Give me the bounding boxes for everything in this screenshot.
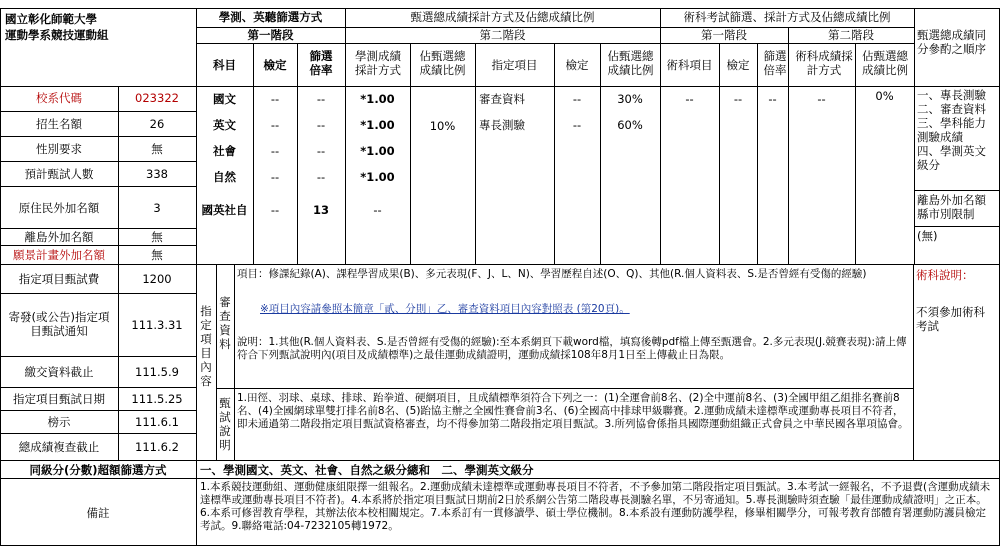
col-gsat-method: 學測成績採計方式 xyxy=(355,49,401,77)
screen-method-heading: 學測、英聽篩選方式 xyxy=(218,10,323,24)
stage1-heading: 第一階段 xyxy=(247,28,294,42)
info-label-indigenous: 原住民外加名額 xyxy=(18,201,100,215)
schedule-value: 111.5.9 xyxy=(135,365,179,379)
gsat-pct: 10% xyxy=(429,119,456,133)
same-level-label: 同級分(分數)超額篩選方式 xyxy=(29,463,167,477)
subject-name: 國文 xyxy=(213,92,236,106)
col-filter-ratio: 篩選倍率 xyxy=(309,49,333,77)
review-items: 項目：修課紀錄(A)、課程學習成果(B)、多元表現(F、J、L、N)、學習歷程自述(O、Q)、其他(R.個人資料表、S.是否曾經有受傷的經驗) xyxy=(237,268,867,280)
tiebreak-order: 一、專長測驗 二、審查資料 三、學科能力測驗成績 四、學測英文級分 xyxy=(917,88,986,172)
info-label-gender: 性別要求 xyxy=(36,142,82,156)
info-label-code: 校系代碼 xyxy=(36,91,82,105)
info-label-vision: 願景計畫外加名額 xyxy=(13,248,105,262)
subject-check: -- xyxy=(270,118,280,132)
info-value-vision: 無 xyxy=(151,248,163,262)
subject-method: *1.00 xyxy=(360,118,395,132)
subject-check: -- xyxy=(270,92,280,106)
col-pct-total: 佔甄選總成績比例 xyxy=(419,49,466,77)
same-level-value: 一、學測國文、英文、社會、自然之級分總和 二、學測英文級分 xyxy=(200,463,534,477)
subject-method: *1.00 xyxy=(360,170,395,184)
exam-label: 甄試說明 xyxy=(219,396,231,452)
subject-method: *1.00 xyxy=(360,144,395,158)
subject-check: -- xyxy=(270,144,280,158)
designated-check: -- xyxy=(572,118,582,132)
designated-pct: 60% xyxy=(617,118,643,132)
col-check: 檢定 xyxy=(263,58,287,72)
schedule-label: 寄發(或公告)指定項目甄試通知 xyxy=(8,310,110,338)
subject-filter: -- xyxy=(316,118,326,132)
subject-method: -- xyxy=(373,203,382,217)
review-label: 審查資料 xyxy=(219,295,231,351)
subject-name: 國英社自 xyxy=(201,203,248,217)
schedule-label: 指定項目甄試日期 xyxy=(13,392,105,406)
col-pct-total2: 佔甄選總成績比例 xyxy=(607,49,654,77)
tiebreak-heading: 甄選總成績同分參酌之順序 xyxy=(917,28,986,56)
info-value-code: 023322 xyxy=(135,91,179,105)
info-label-quota: 招生名額 xyxy=(36,117,82,131)
stage2-heading: 第二階段 xyxy=(479,28,526,42)
schedule-label: 榜示 xyxy=(47,415,71,429)
arts-ratio-heading: 術科考試篩選、採計方式及佔總成績比例 xyxy=(683,10,891,24)
designated-item: 專長測驗 xyxy=(479,118,525,132)
info-value-expected: 338 xyxy=(146,167,168,181)
schedule-value: 111.5.25 xyxy=(131,392,183,406)
schedule-label: 總成績複查截止 xyxy=(18,440,100,454)
school-name: 國立彰化師範大學 xyxy=(5,12,97,26)
subject-filter: -- xyxy=(316,144,326,158)
info-value-gender: 無 xyxy=(151,142,163,156)
schedule-value: 111.6.2 xyxy=(135,440,179,454)
department-name: 運動學系競技運動組 xyxy=(5,28,109,42)
island-restriction-label: 離島外加名額縣市別限制 xyxy=(917,193,986,221)
col-designated-item: 指定項目 xyxy=(491,58,538,72)
subject-filter: -- xyxy=(316,170,326,184)
info-value-island: 無 xyxy=(151,230,163,244)
subject-check: -- xyxy=(270,170,280,184)
subject-method: *1.00 xyxy=(360,92,395,106)
remarks-label: 備註 xyxy=(86,506,110,520)
info-label-expected: 預計甄試人數 xyxy=(24,167,94,181)
arts-note: 不須參加術科考試 xyxy=(916,305,985,333)
col-arts-filter: 篩選倍率 xyxy=(763,49,787,77)
col-arts-pct: 佔甄選總成績比例 xyxy=(862,49,908,77)
remarks-text: 1.本系競技運動組、運動健康組限擇一組報名。2.運動成績未達標準或運動專長項目不符者，不予參加第二階段指定項目甄試。3.本考試一經報名，不予退費(含運動成績未達標準或運動專長項目不符者)。4.本系將於指定項目甄試日期前2日於系網公告第二階段專長測驗名單，不另寄通知。5.專長測驗時須查驗「最佳運動成績證明」之正本。6.本系可修習教育學程，其辦法依本校相關規定。7.本系訂有一貫修讀學、碩士學位機制。8.本系設有運動防護學程，修畢相關學分，可報考教育部體育署運動防護員檢定考試。9.聯絡電話:04-7232105轉1972。 xyxy=(200,481,991,532)
subject-check: -- xyxy=(270,203,280,217)
schedule-value: 111.3.31 xyxy=(131,318,183,332)
arts-note-label: 術科說明： xyxy=(916,268,974,282)
info-value-indigenous: 3 xyxy=(153,201,161,215)
subject-filter: -- xyxy=(316,92,326,106)
subject-name: 自然 xyxy=(213,170,236,184)
exam-note: 1.田徑、羽球、桌球、排球、跆拳道、硬網項目，且成績標準須符合下列之一：(1)全運會前8名、(2)全中運前8名、(3)全國甲組乙組排名賽前8名、(4)全國網球單雙打排名前8名、(5)跆協主辦之全國性賽會前3名、(6)全國高中排球甲級聯賽。2.運動成績未達標準或運動專長項目不符者，即未通過第二階段指定項目甄試資格審查，均不得參加第二階段指定項目甄試。3.所列協會係指具國際運動組織正式會員之中華民國各單項協會。 xyxy=(237,392,909,430)
subject-name: 英文 xyxy=(213,118,236,132)
schedule-label: 繳交資料截止 xyxy=(24,365,94,379)
arts-pct: 0% xyxy=(875,89,894,103)
arts-method: -- xyxy=(817,92,826,106)
col-subject: 科目 xyxy=(213,58,236,72)
arts-filter: -- xyxy=(768,92,777,106)
schedule-value: 1200 xyxy=(142,272,172,286)
combined-ratio-heading: 甄選總成績採計方式及佔總成績比例 xyxy=(410,10,595,24)
subject-name: 社會 xyxy=(213,144,236,158)
designated-pct: 30% xyxy=(617,92,643,106)
schedule-label: 指定項目甄試費 xyxy=(18,272,100,286)
col-arts-method: 術科成績採計方式 xyxy=(795,49,853,77)
arts-check: -- xyxy=(733,92,743,106)
info-value-quota: 26 xyxy=(149,117,165,131)
arts-stage2-heading: 第二階段 xyxy=(828,28,874,42)
island-restriction-value: (無) xyxy=(917,229,938,243)
col-check2: 檢定 xyxy=(565,58,589,72)
designated-item: 審查資料 xyxy=(479,92,525,106)
designated-content-label: 指定項目內容 xyxy=(200,304,212,388)
col-arts-subject: 術科項目 xyxy=(666,58,713,72)
review-reference-link[interactable]: ※項目內容請參照本簡章「貳、分則」乙、審查資料項目內容對照表 (第20頁)。 xyxy=(260,303,630,315)
info-label-island: 離島外加名額 xyxy=(24,230,94,244)
col-arts-check: 檢定 xyxy=(726,58,750,72)
subject-filter: 13 xyxy=(312,203,329,217)
schedule-value: 111.6.1 xyxy=(135,415,179,429)
designated-check: -- xyxy=(572,92,582,106)
arts-stage1-heading: 第一階段 xyxy=(701,28,747,42)
review-note: 說明：1.其他(R.個人資料表、S.是否曾經有受傷的經驗):至本系網頁下載word檔，填寫後轉pdf檔上傳至甄選會。2.多元表現(J.競賽表現):請上傳符合下列甄試說明內(項目及成績標準)之最佳運動成績證明，運動成績採108年8月1日至上傳截止日為限。 xyxy=(237,336,907,361)
arts-subject: -- xyxy=(685,92,694,106)
